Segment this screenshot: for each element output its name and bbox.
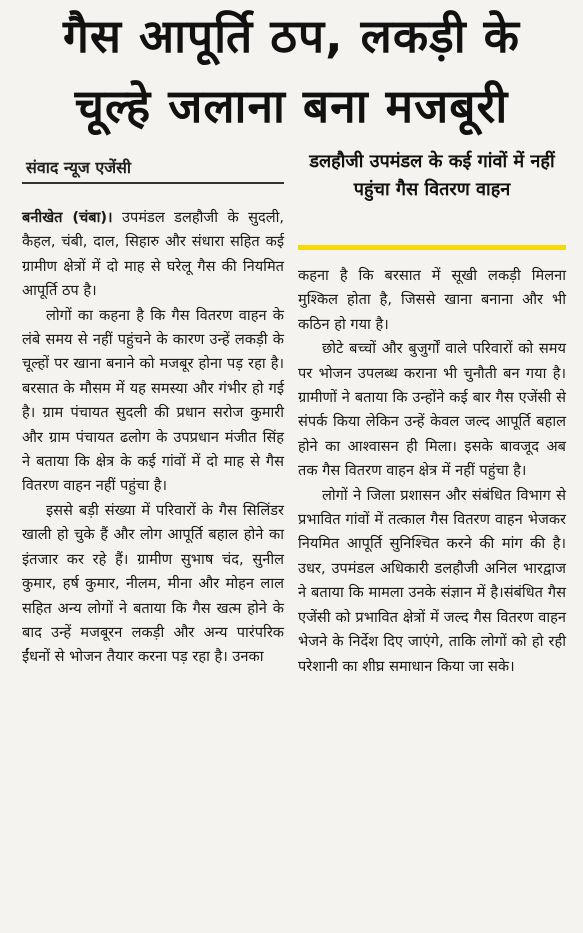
paragraph-5: छोटे बच्चों और बुजुर्गों वाले परिवारों को समय पर भोजन उपलब्ध कराना भी चुनौती बन गया है। ग्रामीणों ने बताया कि उन्होंने कई बार गैस एजेंसी से संपर्क किया लेकिन उन्हें केवल जल्द आपूर्ति बहाल होने का आश्वासन ही मिला। इसके बावजूद अब तक गैस वितरण वाहन क्षेत्र में नहीं पहुंचा है। — [298, 340, 566, 480]
subhead-yellow-rule — [298, 245, 566, 250]
subheadline: डलहौजी उपमंडल के कई गांवों में नहीं पहुंचा गैस वितरण वाहन — [309, 151, 555, 200]
dateline: बनीखेत (चंबा)। — [22, 209, 113, 226]
paragraph-1-text: उपमंडल डलहौजी के सुदली, कैहल, चंबी, दाल, सिहारु और संधारा सहित कई ग्रामीण क्षेत्रों में दो माह से घरेलू गैस की नियमित आपूर्ति ठप है। — [22, 209, 285, 300]
byline: संवाद न्यूज एजेंसी — [26, 158, 132, 177]
paragraph-1 — [22, 206, 284, 304]
headline-line-1: गैस आपूर्ति ठप, लकड़ी के — [62, 9, 521, 63]
paragraph-6: लोगों ने जिला प्रशासन और संबंधित विभाग से प्रभावित गांवों में तत्काल गैस वितरण वाहन भेजकर नियमित आपूर्ति सुनिश्चित करने की मांग की है। उधर, उपमंडल अधिकारी डलहौजी अनिल भारद्वाज ने बताया कि मामला उनके संज्ञान में है।संबंधित गैस एजेंसी को प्रभावित क्षेत्रों में जल्द गैस वितरण वाहन भेजने के निर्देश दिए जाएंगे, ताकि लोगों को हो रही परेशानी का शीघ्र समाधान किया जा सके। — [298, 486, 566, 675]
paragraph-2: लोगों का कहना है कि गैस वितरण वाहन के लंबे समय से नहीं पहुंचने के कारण उन्हें लकड़ी के चूल्हों पर खाना बनाने को मजबूर होना पड़ रहा है। बरसात के मौसम में यह समस्या और गंभीर हो गई है। ग्राम पंचायत सुदली की प्रधान सरोज कुमारी और ग्राम पंचायत ढलोग के उपप्रधान मंजीत सिंह ने बताया कि क्षेत्र के कई गांवों में दो माह से गैस वितरण वाहन नहीं पहुंचा है। — [22, 306, 284, 495]
right-column — [298, 264, 566, 679]
paragraph-4: कहना है कि बरसात में सूखी लकड़ी मिलना मुश्किल होता है, जिससे खाना बनाना और भी कठिन हो गया है। — [298, 267, 566, 333]
left-column — [22, 206, 284, 670]
headline-line-2: चूल्हे जलाना बना मजबूरी — [74, 79, 509, 133]
byline-divider — [22, 182, 284, 184]
paragraph-3: इससे बड़ी संख्या में परिवारों के गैस सिलिंडर खाली हो चुके हैं और लोग आपूर्ति बहाल होने का इंतजार कर रहे हैं। ग्रामीण सुभाष चंद, सुनील कुमार, हर्ष कुमार, नीलम, मीना और मोहन लाल सहित अन्य लोगों ने बताया कि गैस खत्म होने के बाद उन्हें मजबूरन लकड़ी और अन्य पारंपरिक ईंधनों से भोजन तैयार करना पड़ रहा है। उनका — [22, 501, 284, 666]
